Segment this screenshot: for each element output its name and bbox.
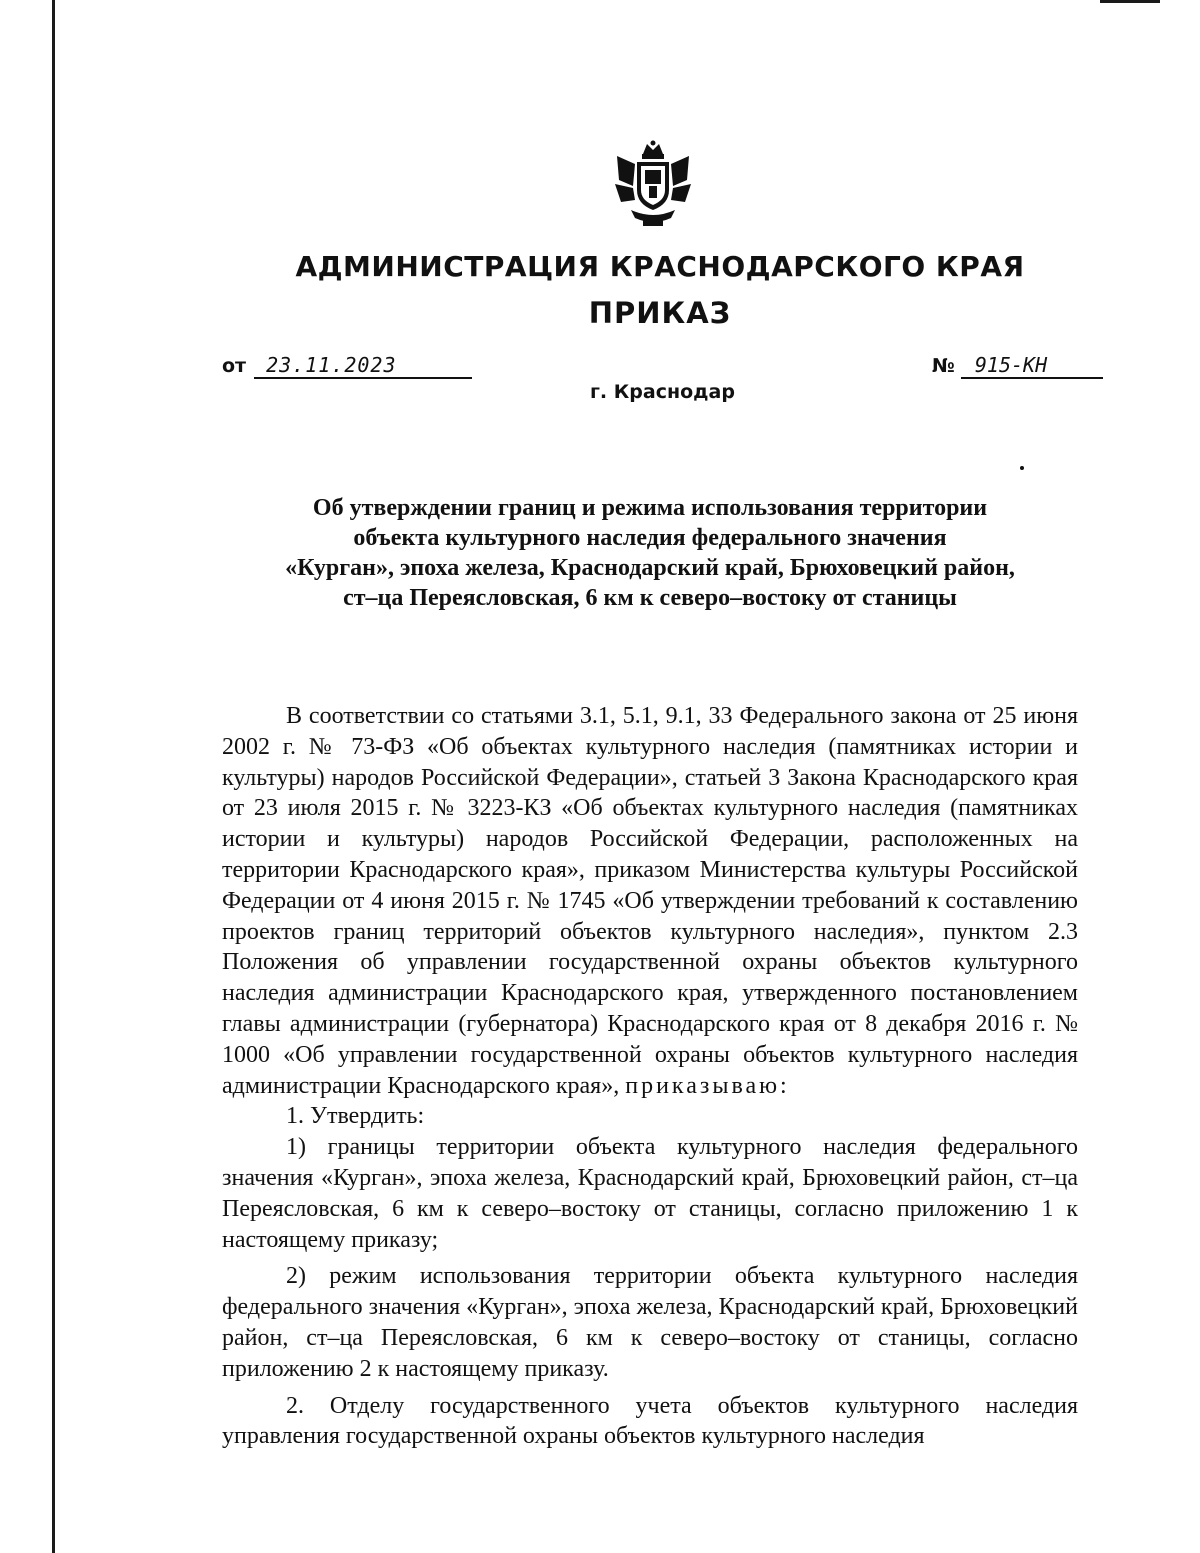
title-line: Об утверждении границ и режима использования территории	[312, 495, 988, 521]
document-type: ПРИКАЗ	[588, 296, 732, 330]
item-1-1: 1) границы территории объекта культурного наследия федерального значения «Курган», эпоха железа, Краснодарский край, Брюховецкий район, ст–ца Переясловская, 6 км к северо–востоку от станицы, согласно приложению 1 к настоящему приказу;	[222, 1134, 1078, 1253]
date-prefix: от	[222, 355, 247, 377]
title-line: «Курган», эпоха железа, Краснодарский край, Брюховецкий район,	[285, 555, 1015, 581]
date-field	[222, 353, 472, 379]
scan-dot	[1020, 466, 1024, 470]
number-prefix: №	[932, 355, 955, 377]
coat-of-arms-emblem	[613, 140, 693, 230]
number-value: 915-КН	[961, 353, 1103, 379]
number-field	[932, 353, 1103, 379]
item-1-2: 2) режим использования территории объекта культурного наследия федерального значения «Курган», эпоха железа, Краснодарский край, Брюховецкий район, ст–ца Переясловская, 6 км к северо–востоку от станицы, согласно приложению 2 к настоящему приказу.	[222, 1263, 1078, 1382]
order-word: приказываю:	[625, 1072, 790, 1099]
scan-edge	[52, 0, 55, 1553]
city-name: г. Краснодар	[590, 381, 735, 403]
document-title	[222, 493, 1078, 613]
item-2: 2. Отделу государственного учета объектов культурного наследия управления государственной охраны объектов культурного наследия	[222, 1392, 1078, 1450]
document-body	[222, 701, 1078, 1452]
item-1: 1. Утвердить:	[286, 1103, 425, 1130]
organization-name: АДМИНИСТРАЦИЯ КРАСНОДАРСКОГО КРАЯ	[295, 250, 1025, 283]
title-line: ст–ца Переясловская, 6 км к северо–востоку от станицы	[343, 585, 957, 611]
date-value: 23.11.2023	[254, 353, 472, 379]
preamble-paragraph	[222, 701, 1078, 1101]
preamble-text: В соответствии со статьями 3.1, 5.1, 9.1, 33 Федерального закона от 25 июня 2002 г. № 73-ФЗ «Об объектах культурного наследия (памятниках истории и культуры) народов Российской Федерации», статьей 3 Закона Краснодарского края от 23 июля 2015 г. № 3223-КЗ «Об объектах культурного наследия (памятниках истории и культуры) народов Российской Федерации, расположенных на территории Краснодарского края», приказом Министерства культуры Российской Федерации от 4 июня 2015 г. № 1745 «Об утверждении требований к составлению проектов границ территорий объектов культурного наследия», пунктом 2.3 Положения об управлении государственной охраны объектов культурного наследия администрации Краснодарского края, утвержденного постановлением главы администрации (губернатора) Краснодарского края от 8 декабря 2016 г. № 1000 «Об управлении государственной охраны объектов культурного наследия администрации Краснодарского края»,	[222, 703, 1078, 1099]
scan-mark	[1100, 0, 1160, 3]
title-line: объекта культурного наследия федерального значения	[353, 525, 947, 551]
